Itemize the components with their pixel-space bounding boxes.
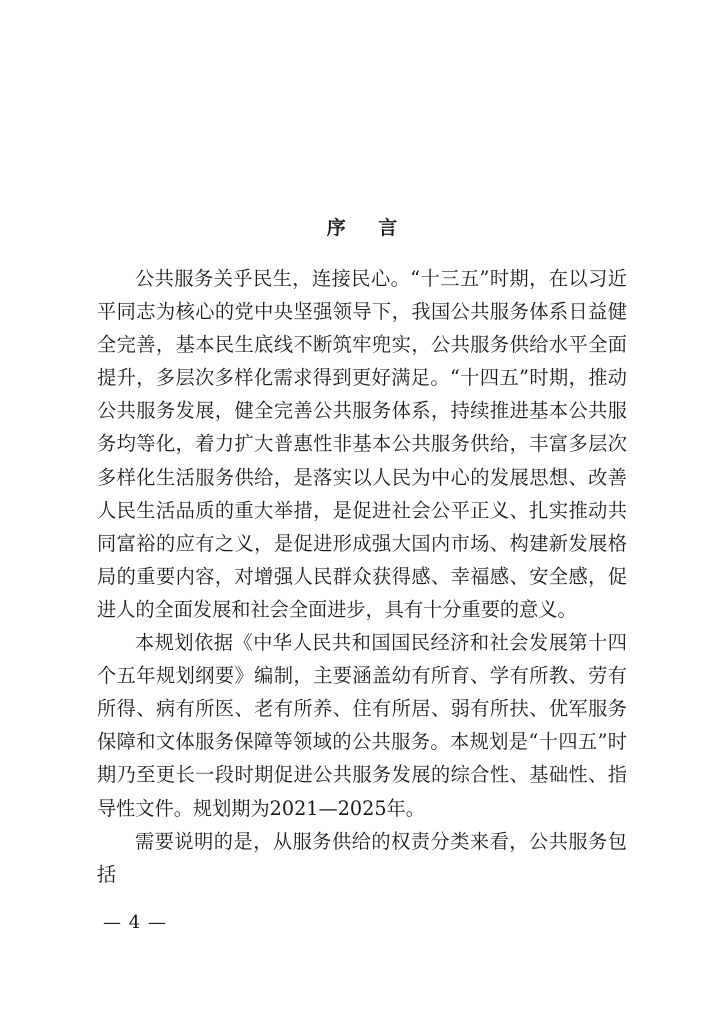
page-title: 序 言 [326, 217, 411, 239]
page-number: — 4 — [103, 912, 167, 933]
paragraph-1: 公共服务关乎民生，连接民心。“十三五”时期，在以习近平同志为核心的党中央坚强领导下，我国公共服务体系日益健全完善，基本民生底线不断筑牢兜实，公共服务供给水平全面提升，多层次多样化需求得到更好满足。“十四五”时期，推动公共服务发展，健全完善公共服务体系，持续推进基本公共服务均等化，着力扩大普惠性非基本公共服务供给，丰富多层次多样化生活服务供给，是落实以人民为中心的发展思想、改善人民生活品质的重大举措，是促进社会公平正义、扎实推动共同富裕的应有之义，是促进形成强大国内市场、构建新发展格局的重要内容，对增强人民群众获得感、幸福感、安全感，促进人的全面发展和社会全面进步，具有十分重要的意义。 [97, 267, 627, 621]
body-text [97, 262, 627, 891]
paragraph-3: 需要说明的是，从服务供给的权责分类来看，公共服务包括 [97, 829, 627, 886]
paragraph-2: 本规划依据《中华人民共和国国民经济和社会发展第十四个五年规划纲要》编制，主要涵盖幼有所育、学有所教、劳有所得、病有所医、老有所养、住有所居、弱有所扶、优军服务保障和文体服务保障等领域的公共服务。本规划是“十四五”时期乃至更长一段时期促进公共服务发展的综合性、基础性、指导性文件。规划期为2021—2025年。 [97, 631, 627, 820]
